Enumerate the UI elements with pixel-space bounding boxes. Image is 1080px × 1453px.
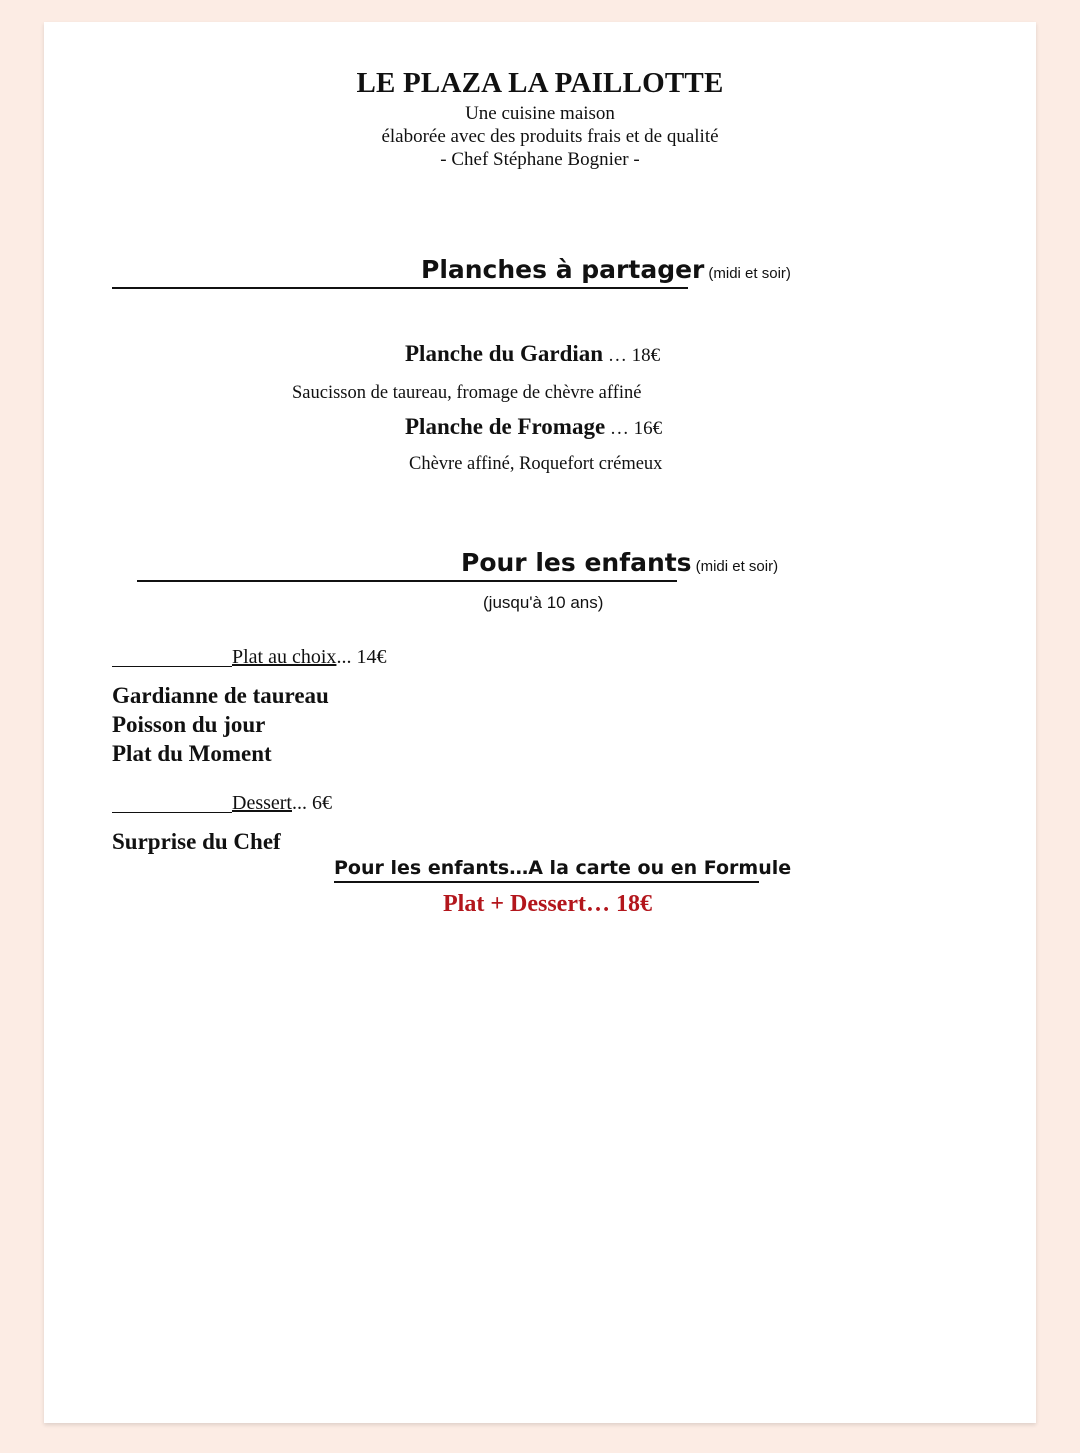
item-name: Planche du Gardian (405, 341, 604, 366)
formule-line: Pour les enfants…A la carte ou en Formule (334, 857, 792, 879)
formule-price: Plat + Dessert… 18€ (443, 891, 652, 917)
item-description: Saucisson de taureau, fromage de chèvre affiné (292, 383, 642, 403)
menu-item (405, 341, 660, 367)
plat-label: Plat au choix (232, 646, 337, 668)
dessert-price: ... 6€ (291, 792, 332, 814)
menu-item (405, 414, 662, 440)
planches-note: (midi et soir) (708, 265, 791, 282)
tagline-1: Une cuisine maison (465, 103, 615, 124)
section-rule (112, 287, 688, 289)
planches-title: Planches à partager (421, 255, 705, 284)
enfants-heading (461, 548, 778, 577)
dish-item: Gardianne de taureau (112, 683, 329, 708)
subsection-rule (112, 812, 232, 813)
enfants-note: (midi et soir) (695, 558, 779, 575)
restaurant-title: LE PLAZA LA PAILLOTTE (356, 67, 724, 99)
dessert-item: Surprise du Chef (112, 829, 281, 854)
dessert-label: Dessert (232, 792, 292, 814)
age-note: (jusqu'à 10 ans) (483, 593, 604, 612)
subsection-rule (112, 666, 232, 667)
chef-name: - Chef Stéphane Bognier - (440, 149, 640, 170)
dish-item: Plat du Moment (112, 741, 272, 766)
formule-rule (334, 881, 759, 883)
item-price: … 16€ (605, 418, 663, 439)
item-price: … 18€ (603, 345, 661, 366)
plat-price: ... 14€ (336, 646, 387, 668)
enfants-title: Pour les enfants (461, 548, 692, 577)
planches-heading (421, 255, 791, 284)
dish-item: Poisson du jour (112, 712, 266, 737)
item-description: Chèvre affiné, Roquefort crémeux (409, 454, 663, 474)
item-name: Planche de Fromage (405, 414, 606, 439)
plat-heading (232, 646, 386, 669)
section-rule (137, 580, 677, 582)
tagline-2: élaborée avec des produits frais et de qualité (381, 126, 719, 147)
dessert-heading (232, 792, 332, 815)
